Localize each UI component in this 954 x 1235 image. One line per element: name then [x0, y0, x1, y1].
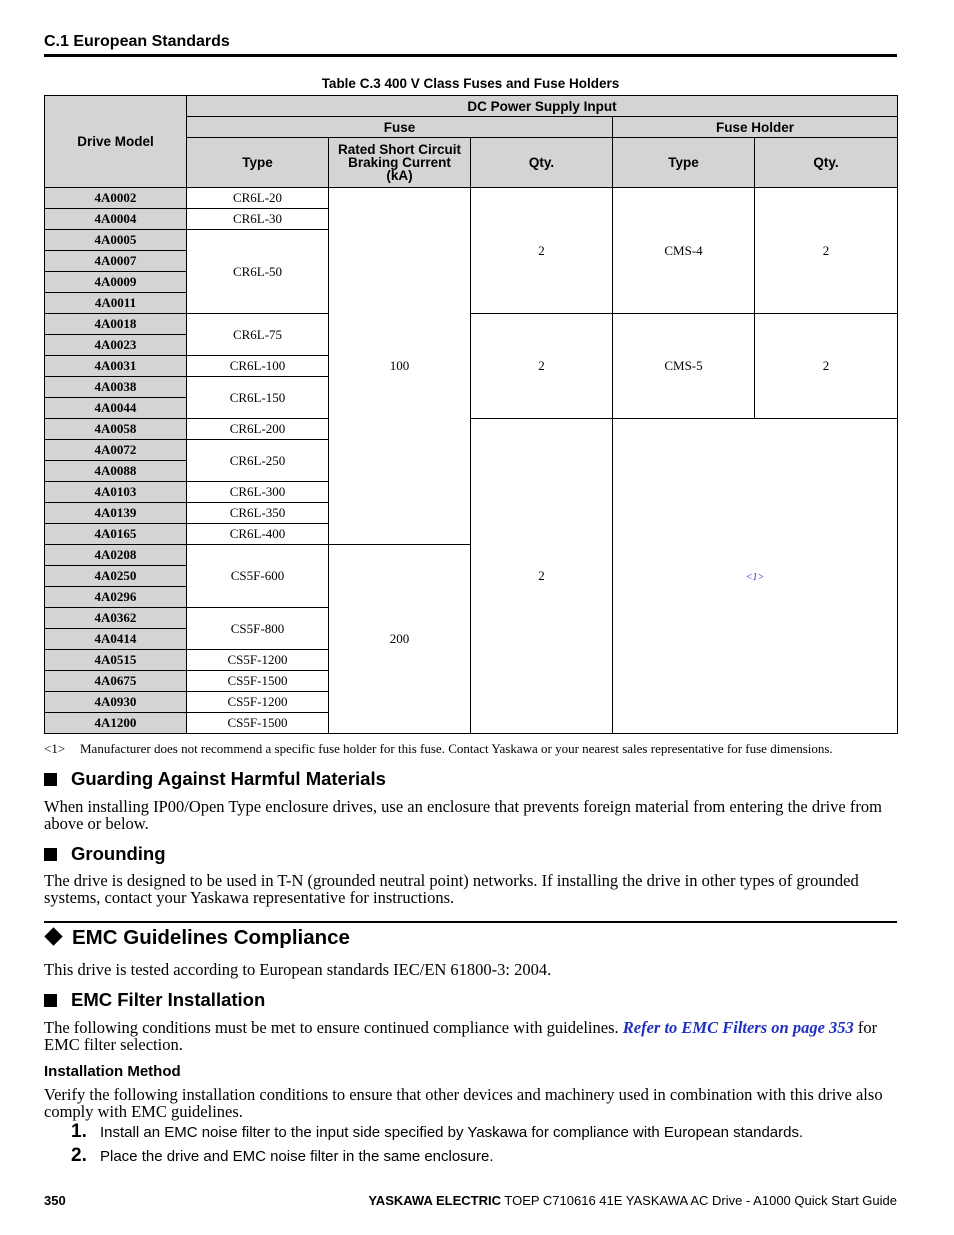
drive-model-cell: 4A0139 [45, 503, 187, 524]
emc-filter-body-end: for EMC filter selection. [44, 1018, 878, 1054]
emc-body: This drive is tested according to European standards IEC/EN 61800-3: 2004. [44, 960, 552, 979]
drive-model-cell: 4A1200 [45, 713, 187, 734]
footer-doc-title: TOEP C710616 41E YASKAWA AC Drive - A1000 Quick Start Guide [501, 1193, 897, 1208]
drive-model-cell: 4A0023 [45, 335, 187, 356]
rated-current-cell: 100 [329, 188, 471, 545]
holder-qty-cell: 2 [755, 188, 898, 314]
fuse-type-cell: CR6L-200 [187, 419, 329, 440]
fuse-type-cell: CR6L-400 [187, 524, 329, 545]
page-number: 350 [44, 1193, 66, 1208]
drive-model-cell: 4A0072 [45, 440, 187, 461]
drive-model-cell: 4A0005 [45, 230, 187, 251]
drive-model-cell: 4A0165 [45, 524, 187, 545]
section-rule [44, 921, 897, 923]
grounding-heading-text: Grounding [71, 843, 166, 864]
fuse-qty-cell: 2 [471, 419, 613, 734]
header-holder-qty: Qty. [755, 138, 898, 188]
step-number: 1. [71, 1121, 87, 1142]
drive-model-cell: 4A0088 [45, 461, 187, 482]
header-fuse-type: Type [187, 138, 329, 188]
drive-model-cell: 4A0058 [45, 419, 187, 440]
square-bullet-icon [44, 848, 57, 861]
square-bullet-icon [44, 994, 57, 1007]
header-holder-type: Type [613, 138, 755, 188]
drive-model-cell: 4A0038 [45, 377, 187, 398]
fuse-type-cell: CR6L-150 [187, 377, 329, 419]
grounding-body: The drive is designed to be used in T-N (grounded neutral point) networks. If installing the drive in other types of grounded systems, contact your Yaskawa representative for instructions. [44, 871, 859, 907]
installation-body: Verify the following installation conditions to ensure that other devices and machinery used in combination with this drive also comply with EMC guidelines. [44, 1085, 883, 1121]
drive-model-cell: 4A0009 [45, 272, 187, 293]
square-bullet-icon [44, 773, 57, 786]
list-item [44, 1121, 803, 1143]
fuse-type-cell: CR6L-20 [187, 188, 329, 209]
drive-model-cell: 4A0044 [45, 398, 187, 419]
grounding-heading [44, 843, 166, 865]
fuse-type-cell: CR6L-300 [187, 482, 329, 503]
footnote-ref-link[interactable]: <1> [745, 572, 765, 583]
footnote-text: Manufacturer does not recommend a specific fuse holder for this fuse. Contact Yaskawa or your nearest sales representative for fuse dimensions. [80, 741, 833, 756]
table-caption: Table C.3 400 V Class Fuses and Fuse Holders [321, 76, 620, 91]
drive-model-cell: 4A0018 [45, 314, 187, 335]
emc-filter-body-start: The following conditions must be met to ensure continued compliance with guidelines. [44, 1018, 623, 1037]
table-footnote [44, 741, 833, 757]
header-fuse-holder: Fuse Holder [613, 117, 898, 138]
rated-current-cell: 200 [329, 545, 471, 734]
footnote-mark: <1> [44, 741, 66, 756]
header-rule [44, 54, 897, 57]
drive-model-cell: 4A0296 [45, 587, 187, 608]
fuse-type-cell: CR6L-30 [187, 209, 329, 230]
drive-model-cell: 4A0002 [45, 188, 187, 209]
diamond-bullet-icon [44, 927, 62, 945]
drive-model-cell: 4A0414 [45, 629, 187, 650]
fuse-type-cell: CR6L-100 [187, 356, 329, 377]
fuse-type-cell: CS5F-1500 [187, 671, 329, 692]
header-rated-current [329, 138, 471, 188]
step-number: 2. [71, 1145, 87, 1166]
header-rated-line2: Braking Current [348, 155, 451, 170]
list-item [44, 1145, 494, 1167]
guarding-heading-text: Guarding Against Harmful Materials [71, 768, 386, 789]
header-dc-input: DC Power Supply Input [187, 96, 898, 117]
drive-model-cell: 4A0103 [45, 482, 187, 503]
emc-heading-text: EMC Guidelines Compliance [72, 926, 350, 949]
drive-model-cell: 4A0930 [45, 692, 187, 713]
header-drive-model: Drive Model [45, 96, 187, 188]
emc-heading [44, 926, 350, 950]
drive-model-cell: 4A0675 [45, 671, 187, 692]
emc-filter-heading-text: EMC Filter Installation [71, 989, 266, 1010]
drive-model-cell: 4A0208 [45, 545, 187, 566]
drive-model-cell: 4A0515 [45, 650, 187, 671]
drive-model-cell: 4A0362 [45, 608, 187, 629]
fuse-type-cell: CS5F-800 [187, 608, 329, 650]
fuse-qty-cell: 2 [471, 314, 613, 419]
drive-model-cell: 4A0250 [45, 566, 187, 587]
header-fuse: Fuse [187, 117, 613, 138]
header-rated-line1: Rated Short Circuit [337, 142, 461, 157]
fuse-type-cell: CR6L-50 [187, 230, 329, 314]
fuse-qty-cell: 2 [471, 188, 613, 314]
emc-filter-body [44, 1019, 897, 1053]
holder-type-cell: CMS-4 [613, 188, 755, 314]
installation-heading: Installation Method [44, 1063, 181, 1080]
drive-model-cell: 4A0011 [45, 293, 187, 314]
fuse-type-cell: CR6L-350 [187, 503, 329, 524]
header-rated-line3: (kA) [386, 168, 413, 183]
fuse-type-cell: CR6L-75 [187, 314, 329, 356]
guarding-body: When installing IP00/Open Type enclosure drives, use an enclosure that prevents foreign material from entering the drive from above or below. [44, 797, 882, 833]
fuse-type-cell: CS5F-1200 [187, 692, 329, 713]
drive-model-cell: 4A0004 [45, 209, 187, 230]
guarding-heading [44, 768, 386, 790]
step-text: Place the drive and EMC noise filter in the same enclosure. [100, 1148, 494, 1165]
holder-type-cell: CMS-5 [613, 314, 755, 419]
holder-note-cell [613, 419, 898, 734]
fuse-type-cell: CR6L-250 [187, 440, 329, 482]
section-header: C.1 European Standards [44, 33, 230, 50]
emc-filters-page-link[interactable]: Refer to EMC Filters on page 353 [622, 1018, 854, 1037]
holder-qty-cell: 2 [755, 314, 898, 419]
drive-model-cell: 4A0007 [45, 251, 187, 272]
fuse-type-cell: CS5F-600 [187, 545, 329, 608]
footer-brand: YASKAWA ELECTRIC [368, 1193, 501, 1208]
emc-filter-heading [44, 989, 265, 1011]
fuse-table [44, 95, 898, 734]
fuse-type-cell: CS5F-1200 [187, 650, 329, 671]
step-text: Install an EMC noise filter to the input side specified by Yaskawa for compliance with European standards. [100, 1124, 804, 1141]
fuse-type-cell: CS5F-1500 [187, 713, 329, 734]
drive-model-cell: 4A0031 [45, 356, 187, 377]
footer-doc-info [368, 1193, 897, 1208]
header-fuse-qty: Qty. [471, 138, 613, 188]
